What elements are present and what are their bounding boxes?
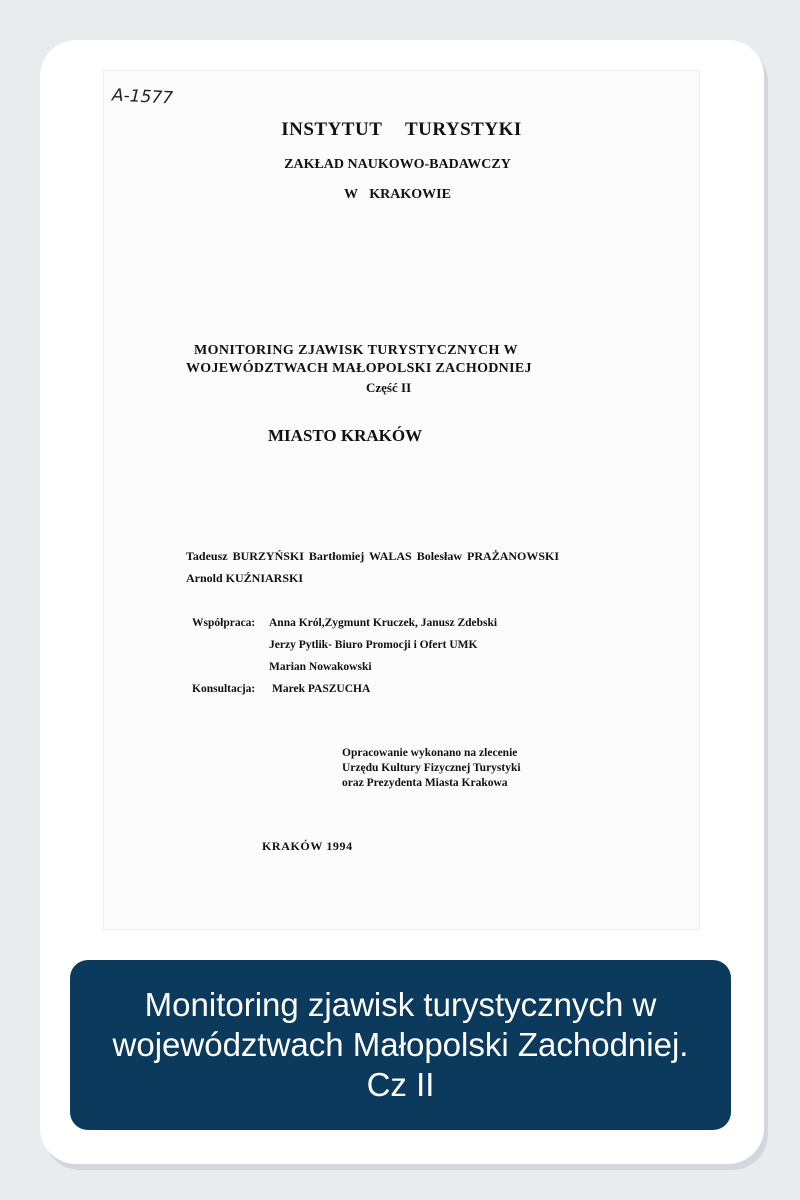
caption-title: Monitoring zjawisk turystycznych w województwach Małopolski Zachodniej. Cz II — [112, 986, 689, 1103]
handwritten-mark: A-1577 — [111, 85, 174, 109]
commission-note-line: Opracowanie wykonano na zlecenie — [342, 747, 518, 759]
commission-note-line: oraz Prezydenta Miasta Krakowa — [342, 777, 508, 789]
commission-note-line: Urzędu Kultury Fizycznej Turystyki — [342, 762, 521, 774]
caption-banner — [70, 960, 731, 1130]
cooperation-entry: Anna Król,Zygmunt Kruczek, Janusz Zdebski — [269, 617, 498, 629]
consultation-label: Konsultacja: — [192, 683, 256, 695]
authors-line-2: Arnold KUŹNIARSKI — [186, 571, 304, 585]
place-and-date: KRAKÓW 1994 — [262, 839, 353, 853]
department-name: ZAKŁAD NAUKOWO-BADAWCZY — [284, 157, 511, 172]
institute-location: W KRAKOWIE — [344, 187, 451, 202]
consultation-entry: Marek PASZUCHA — [272, 683, 371, 695]
authors-line-1: Tadeusz BURZYŃSKI Bartłomiej WALAS Bolesław PRAŻANOWSKI — [186, 549, 560, 563]
cooperation-entry: Marian Nowakowski — [269, 661, 372, 673]
institute-name: INSTYTUT TURYSTYKI — [281, 119, 522, 140]
cooperation-label: Współpraca: — [192, 617, 256, 629]
scanned-cover-page — [103, 70, 700, 930]
part-number: Część II — [366, 380, 412, 395]
title-line-2: WOJEWÓDZTWACH MAŁOPOLSKI ZACHODNIEJ — [186, 361, 532, 376]
document-subtitle: MIASTO KRAKÓW — [268, 426, 423, 445]
title-line-1: MONITORING ZJAWISK TURYSTYCZNYCH W — [194, 343, 518, 358]
cooperation-entry: Jerzy Pytlik- Biuro Promocji i Ofert UMK — [269, 639, 478, 651]
